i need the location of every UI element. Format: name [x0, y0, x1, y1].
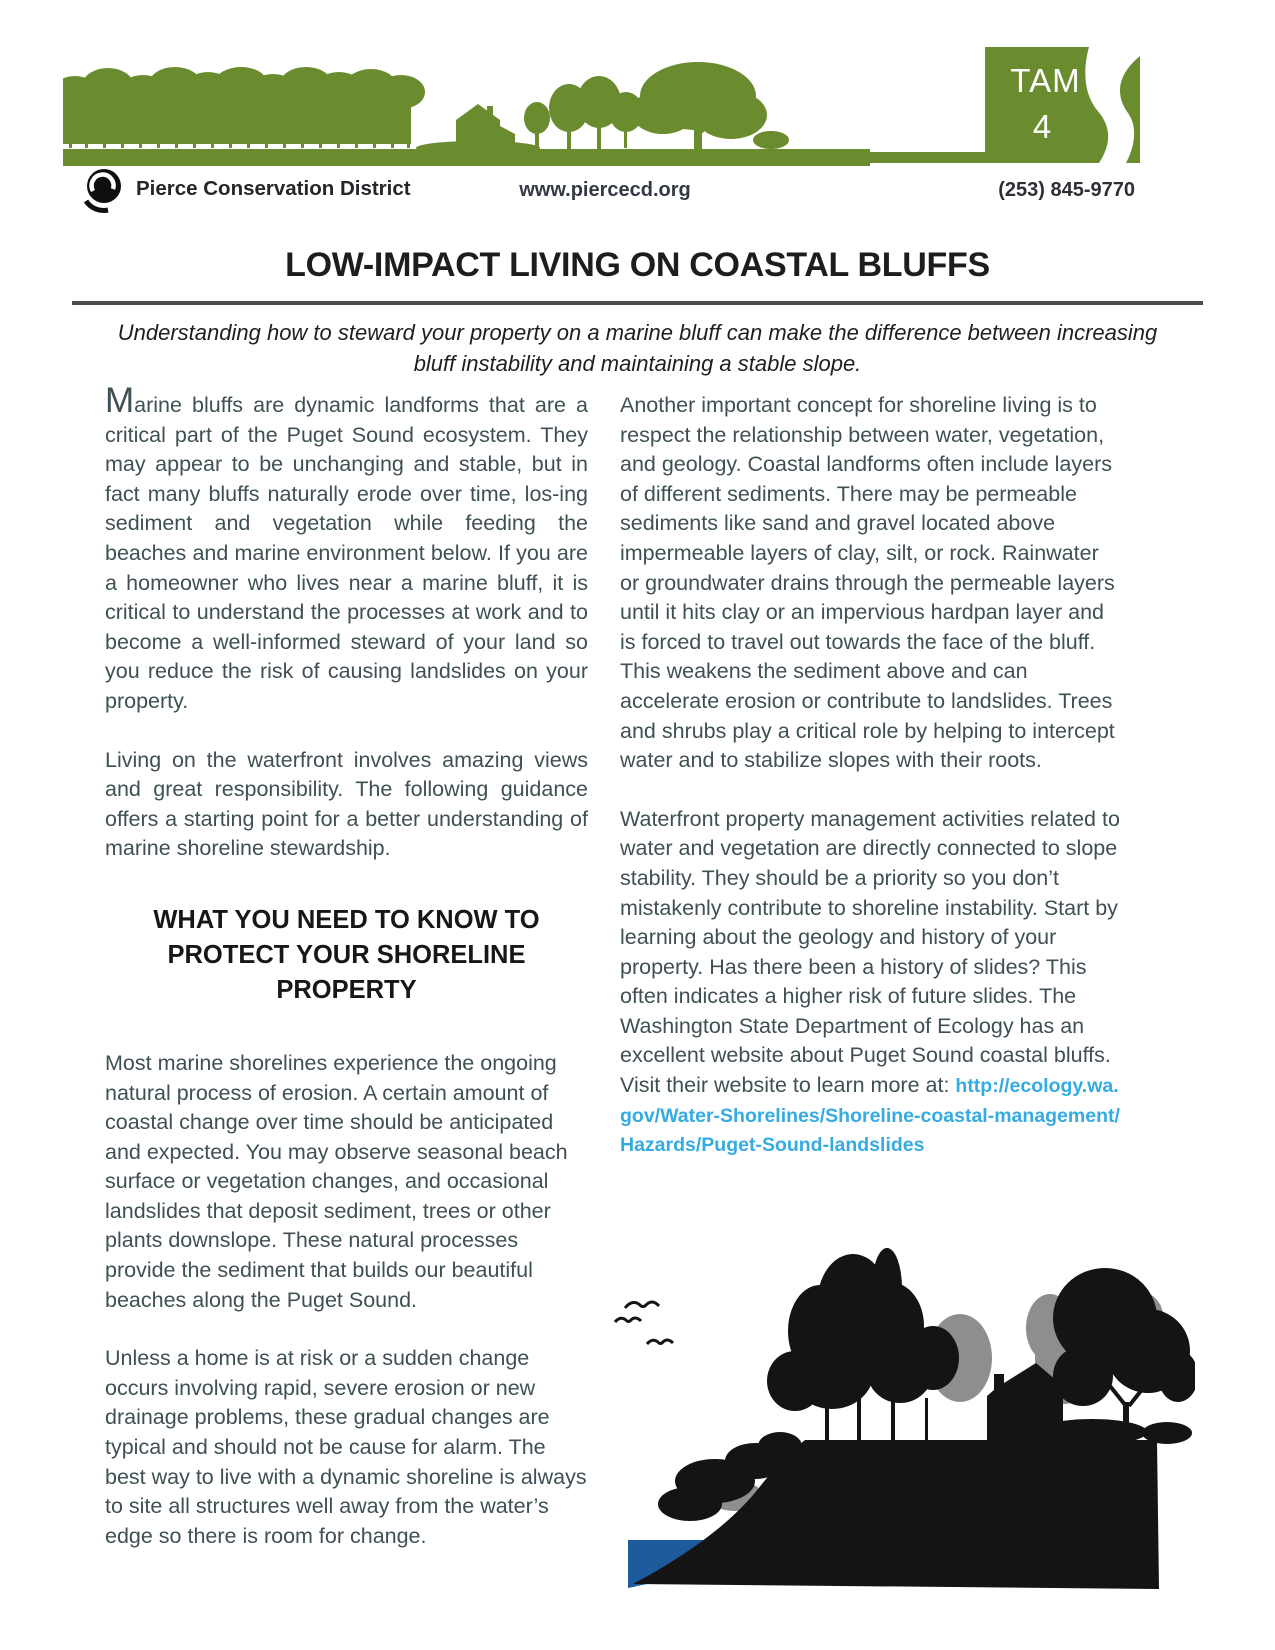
- plateau-trees-left: [767, 1248, 959, 1440]
- tam-badge: [985, 47, 1140, 163]
- subtitle-line2: bluff instability and maintaining a stable slope.: [413, 351, 862, 376]
- left-column: [105, 381, 588, 1580]
- section-heading-line1: WHAT YOU NEED TO KNOW TO: [153, 905, 540, 934]
- tam-number: 4: [1032, 108, 1053, 145]
- dropcap-m: M: [105, 381, 135, 420]
- pierce-cd-logo-icon: [80, 166, 128, 216]
- section-heading-line2: PROTECT YOUR SHORELINE PROPERTY: [167, 940, 526, 1004]
- section-heading: [105, 903, 588, 1008]
- ecology-website-link[interactable]: http://ecology.wa.gov/Water-Shorelines/Shoreline-coastal-management/Hazards/Puget-Sound-landslides: [620, 1075, 1120, 1157]
- paragraph-gradual-change: Unless a home is at risk or a sudden change occurs involving rapid, severe erosion or new drainage problems, these gradual changes are typical and should not be cause for alarm. The best way to live with a dynamic shoreline is always to site all structures well away from the water’s edge so there is room for change.: [105, 1346, 587, 1548]
- tam-label: TAM: [1010, 62, 1081, 99]
- phone-number: (253) 845-9770: [998, 179, 1135, 201]
- org-name: Pierce Conservation District: [136, 177, 411, 200]
- page-title: LOW-IMPACT LIVING ON COASTAL BLUFFS: [285, 246, 990, 284]
- paragraph-living-waterfront: Living on the waterfront involves amazing views and great responsibility. The following guidance offers a starting point for a better understanding of marine shoreline stewardship.: [105, 747, 588, 861]
- paragraph-property-management-text: Waterfront property management activities related to water and vegetation are directly connected to slope stability. They should be a priority so you don’t mistakenly contribute to shoreline instability. Start by learning about the geology and history of your property. Has there been a history of slides? This often indicates a higher risk of future slides. The Washington State Department of Ecology has an excellent website about Puget Sound coastal bluffs. Visit their website to learn more at:: [620, 806, 1120, 1098]
- paragraph-erosion: Most marine shorelines experience the ongoing natural process of erosion. A certain amount of coastal change over time should be anticipated and expected. You may observe seasonal beach surface or vegetation changes, and occasional landslides that deposit sediment, trees or other plants downslope. These natural processes provide the sediment that builds our beautiful beaches along the Puget Sound.: [105, 1050, 568, 1312]
- header-treeline-icon: [63, 60, 973, 154]
- right-column: [620, 391, 1120, 1189]
- paragraph-intro-text: arine bluffs are dynamic landforms that are a critical part of the Puget Sound ecosystem. They may appear to be unchanging and stable, but in fact many bluffs naturally erode over time, los-ing sediment and vegetation while feeding the beaches and marine environment below. If you are a homeowner who lives near a marine bluff, it is critical to understand the processes at work and to become a well-informed steward of your land so you reduce the risk of causing landslides on your property.: [105, 393, 588, 713]
- paragraph-intro: [105, 381, 588, 717]
- birds-icon: [615, 1302, 673, 1344]
- paragraph-water-vegetation-geology: Another important concept for shoreline living is to respect the relationship between water, vegetation, and geology. Coastal landforms often include layers of different sediments. There may be permeable sediments like sand and gravel located above impermeable layers of clay, silt, or rock. Rainwater or groundwater drains through the permeable layers until it hits clay or an impervious hardpan layer and is forced to travel out towards the face of the bluff. This weakens the sediment above and can accelerate erosion or contribute to landslides. Trees and shrubs play a critical role by helping to intercept water and to stabilize slopes with their roots.: [620, 393, 1115, 773]
- website-text: www.piercecd.org: [519, 179, 691, 201]
- green-bar-left: [63, 149, 870, 166]
- subtitle-line1: Understanding how to steward your property on a marine bluff can make the difference between increasing: [117, 320, 1158, 345]
- title-rule: [72, 301, 1203, 305]
- paragraph-property-management: [620, 805, 1120, 1160]
- subtitle: [0, 317, 1275, 379]
- bluff-silhouette-illustration: [595, 1246, 1195, 1641]
